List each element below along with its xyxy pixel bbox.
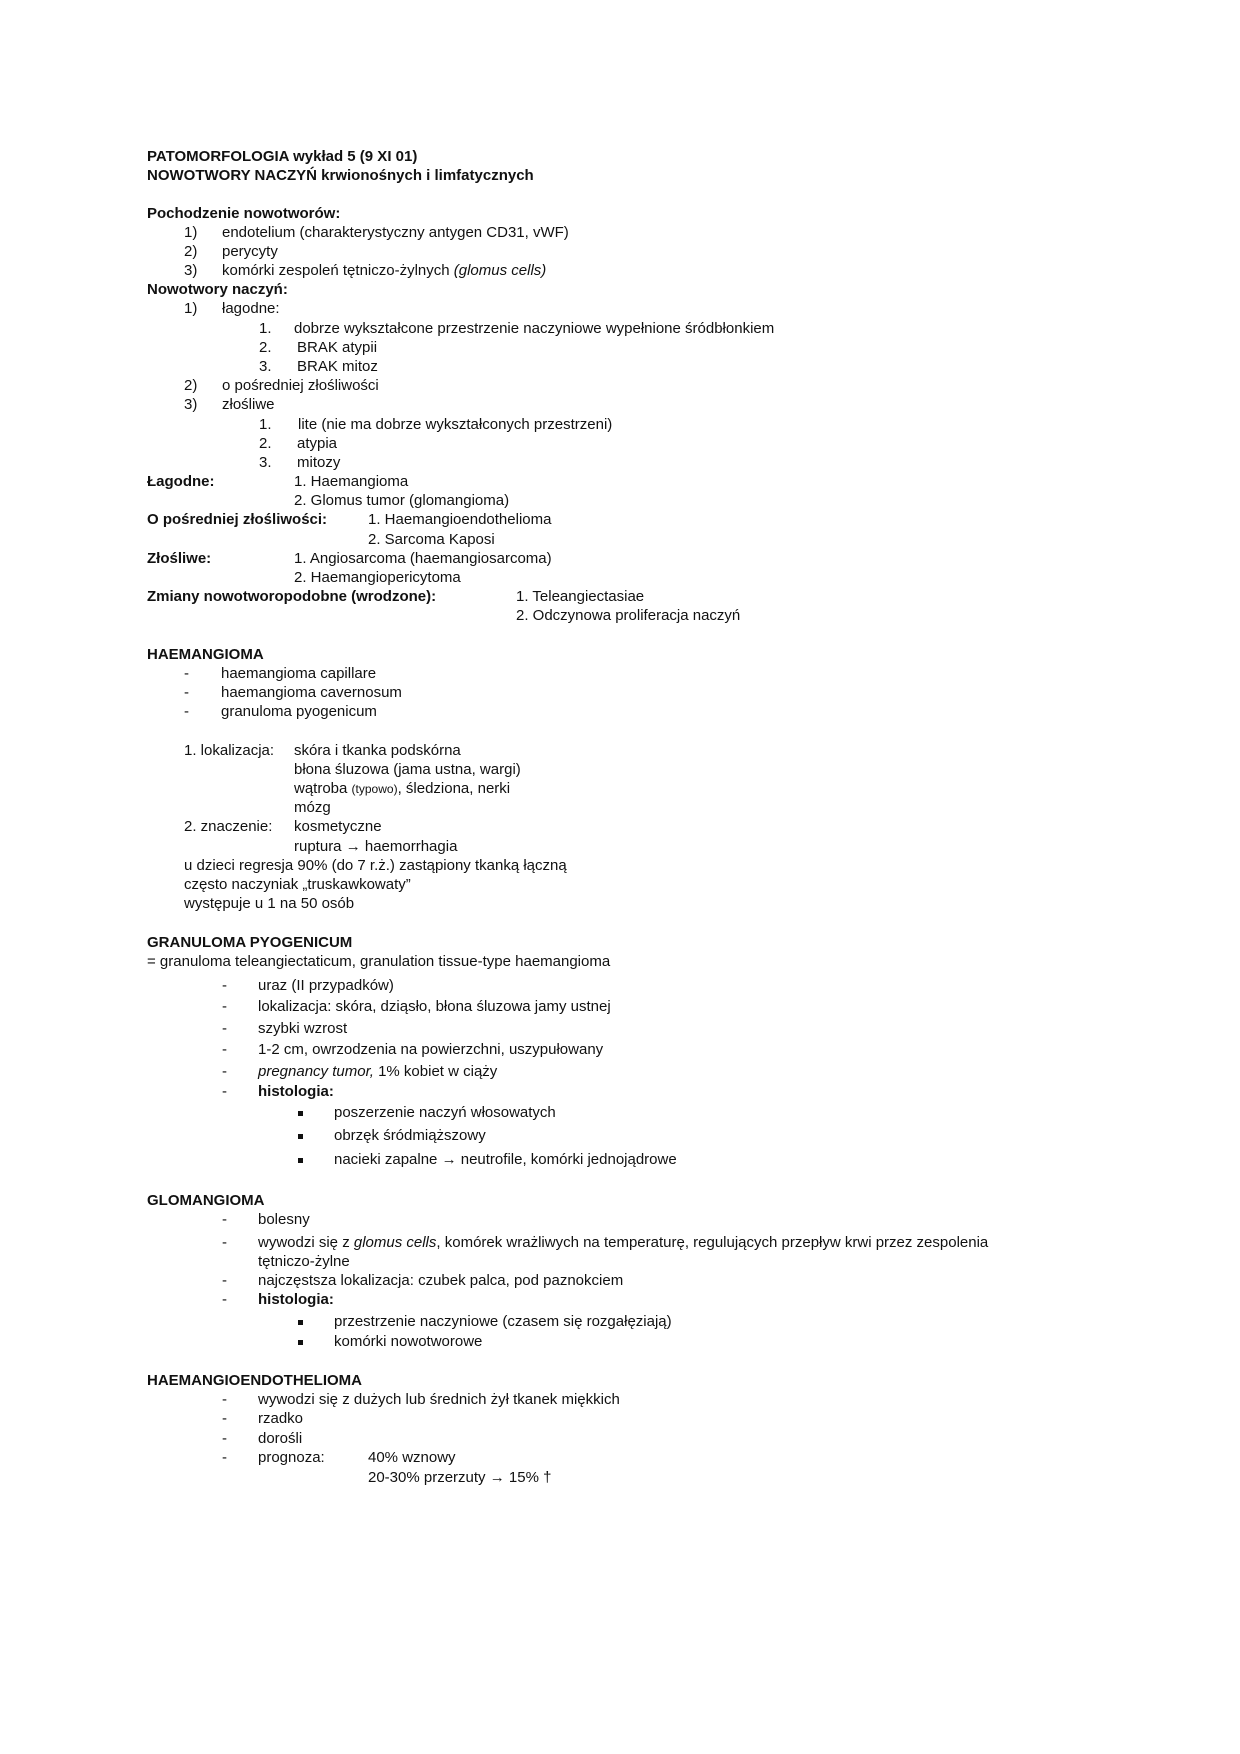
list-item: komórki nowotworowe	[334, 1333, 483, 1350]
synonym-line: = granuloma teleangiectaticum, granulation tissue-type haemangioma	[147, 953, 611, 970]
list-item: najczęstsza lokalizacja: czubek palca, pod paznokciem	[258, 1272, 624, 1289]
histology-label: histologia:	[258, 1083, 334, 1100]
origin-heading: Pochodzenie nowotworów:	[147, 205, 341, 222]
dash-bullet: -	[222, 1211, 227, 1228]
list-item: 20-30% przerzuty → 15% †	[368, 1469, 552, 1486]
list-number: 1)	[184, 300, 198, 317]
section-heading: GLOMANGIOMA	[147, 1192, 265, 1209]
benign-label: Łagodne:	[147, 473, 215, 490]
list-number: 3)	[184, 262, 198, 279]
list-item: 2. Haemangiopericytoma	[294, 569, 461, 586]
square-bullet	[298, 1333, 303, 1351]
dash-bullet: -	[222, 1234, 227, 1251]
malignant-label: Złośliwe:	[147, 550, 212, 567]
list-item: dorośli	[258, 1430, 303, 1447]
intermediate-label: O pośredniej złośliwości:	[147, 511, 328, 528]
dash-bullet: -	[222, 1020, 227, 1037]
section-heading: HAEMANGIOENDOTHELIOMA	[147, 1372, 362, 1389]
dash-bullet: -	[222, 1041, 227, 1058]
list-item-continuation: tętniczo-żylne	[258, 1253, 350, 1270]
document-title: PATOMORFOLOGIA wykład 5 (9 XI 01)	[147, 148, 418, 165]
dash-bullet: -	[222, 1083, 227, 1100]
list-item: 40% wznowy	[368, 1449, 456, 1466]
list-number: 2)	[184, 377, 198, 394]
dash-bullet: -	[222, 1272, 227, 1289]
list-item: wywodzi się z glomus cells, komórek wrażliwych na temperaturę, regulujących przepływ krwi przez zespolenia	[258, 1234, 989, 1251]
list-item: haemangioma cavernosum	[221, 684, 402, 701]
section-heading: HAEMANGIOMA	[147, 646, 264, 663]
list-item: lite (nie ma dobrze wykształconych przestrzeni)	[298, 416, 613, 433]
document-subtitle: NOWOTWORY NACZYŃ krwionośnych i limfatycznych	[147, 167, 534, 184]
dash-bullet: -	[184, 684, 189, 701]
square-bullet	[298, 1313, 303, 1331]
list-item: 1-2 cm, owrzodzenia na powierzchni, uszypułowany	[258, 1041, 604, 1058]
list-item: nacieki zapalne → neutrofile, komórki jednojądrowe	[334, 1151, 677, 1168]
list-number: 2)	[184, 243, 198, 260]
list-item: szybki wzrost	[258, 1020, 348, 1037]
list-item: 1. Teleangiectasiae	[516, 588, 645, 605]
dash-bullet: -	[184, 665, 189, 682]
list-item: łagodne:	[222, 300, 280, 317]
list-item: złośliwe	[222, 396, 275, 413]
localization-label: 1. lokalizacja:	[184, 742, 275, 759]
list-item: 1. Angiosarcoma (haemangiosarcoma)	[294, 550, 552, 567]
dash-bullet: -	[222, 1391, 227, 1408]
list-item: dobrze wykształcone przestrzenie naczyniowe wypełnione śródbłonkiem	[294, 320, 775, 337]
list-item: granuloma pyogenicum	[221, 703, 377, 720]
list-item: błona śluzowa (jama ustna, wargi)	[294, 761, 521, 778]
dash-bullet: -	[184, 703, 189, 720]
list-item: komórki zespoleń tętniczo-żylnych (glomus cells)	[222, 262, 547, 279]
list-item: 2. Odczynowa proliferacja naczyń	[516, 607, 741, 624]
list-item: mitozy	[297, 454, 341, 471]
significance-label: 2. znaczenie:	[184, 818, 273, 835]
list-item: skóra i tkanka podskórna	[294, 742, 461, 759]
list-item: BRAK atypii	[297, 339, 378, 356]
list-item: wątroba (typowo), śledziona, nerki	[294, 780, 511, 797]
square-bullet	[298, 1151, 303, 1169]
list-item: 2. Glomus tumor (glomangioma)	[294, 492, 510, 509]
list-item: przestrzenie naczyniowe (czasem się rozgałęziają)	[334, 1313, 672, 1330]
note-line: u dzieci regresja 90% (do 7 r.ż.) zastąpiony tkanką łączną	[184, 857, 567, 874]
list-item: wywodzi się z dużych lub średnich żył tkanek miękkich	[258, 1391, 620, 1408]
list-item: mózg	[294, 799, 331, 816]
list-item: BRAK mitoz	[297, 358, 378, 375]
list-item: perycyty	[222, 243, 278, 260]
list-item: 1. Haemangioma	[294, 473, 409, 490]
dash-bullet: -	[222, 1430, 227, 1447]
section-heading: GRANULOMA PYOGENICUM	[147, 934, 353, 951]
list-number: 3.	[259, 358, 272, 375]
list-number: 2.	[259, 435, 272, 452]
list-item: 1. Haemangioendothelioma	[368, 511, 552, 528]
square-bullet	[298, 1104, 303, 1122]
list-item: lokalizacja: skóra, dziąsło, błona śluzowa jamy ustnej	[258, 998, 611, 1015]
list-number: 2.	[259, 339, 272, 356]
list-number: 1.	[259, 416, 272, 433]
list-item: pregnancy tumor, 1% kobiet w ciąży	[258, 1063, 498, 1080]
note-line: często naczyniak „truskawkowaty”	[184, 876, 411, 893]
list-number: 3.	[259, 454, 272, 471]
prognosis-label: prognoza:	[258, 1449, 325, 1466]
dash-bullet: -	[222, 1449, 227, 1466]
list-item: poszerzenie naczyń włosowatych	[334, 1104, 556, 1121]
list-item: haemangioma capillare	[221, 665, 377, 682]
note-line: występuje u 1 na 50 osób	[184, 895, 355, 912]
list-item: endotelium (charakterystyczny antygen CD31, vWF)	[222, 224, 569, 241]
list-item: 2. Sarcoma Kaposi	[368, 531, 495, 548]
list-number: 1)	[184, 224, 198, 241]
dash-bullet: -	[222, 977, 227, 994]
dash-bullet: -	[222, 1291, 227, 1308]
list-item: ruptura → haemorrhagia	[294, 838, 458, 855]
dash-bullet: -	[222, 998, 227, 1015]
list-number: 1.	[259, 320, 272, 337]
list-item: o pośredniej złośliwości	[222, 377, 379, 394]
list-item: uraz (II przypadków)	[258, 977, 394, 994]
tumors-heading: Nowotwory naczyń:	[147, 281, 288, 298]
list-item: atypia	[297, 435, 338, 452]
list-number: 3)	[184, 396, 198, 413]
dash-bullet: -	[222, 1063, 227, 1080]
list-item: rzadko	[258, 1410, 304, 1427]
tumorlike-label: Zmiany nowotworopodobne (wrodzone):	[147, 588, 437, 605]
histology-label: histologia:	[258, 1291, 334, 1308]
square-bullet	[298, 1127, 303, 1145]
dash-bullet: -	[222, 1410, 227, 1427]
list-item: obrzęk śródmiąższowy	[334, 1127, 486, 1144]
list-item: bolesny	[258, 1211, 310, 1228]
list-item: kosmetyczne	[294, 818, 382, 835]
